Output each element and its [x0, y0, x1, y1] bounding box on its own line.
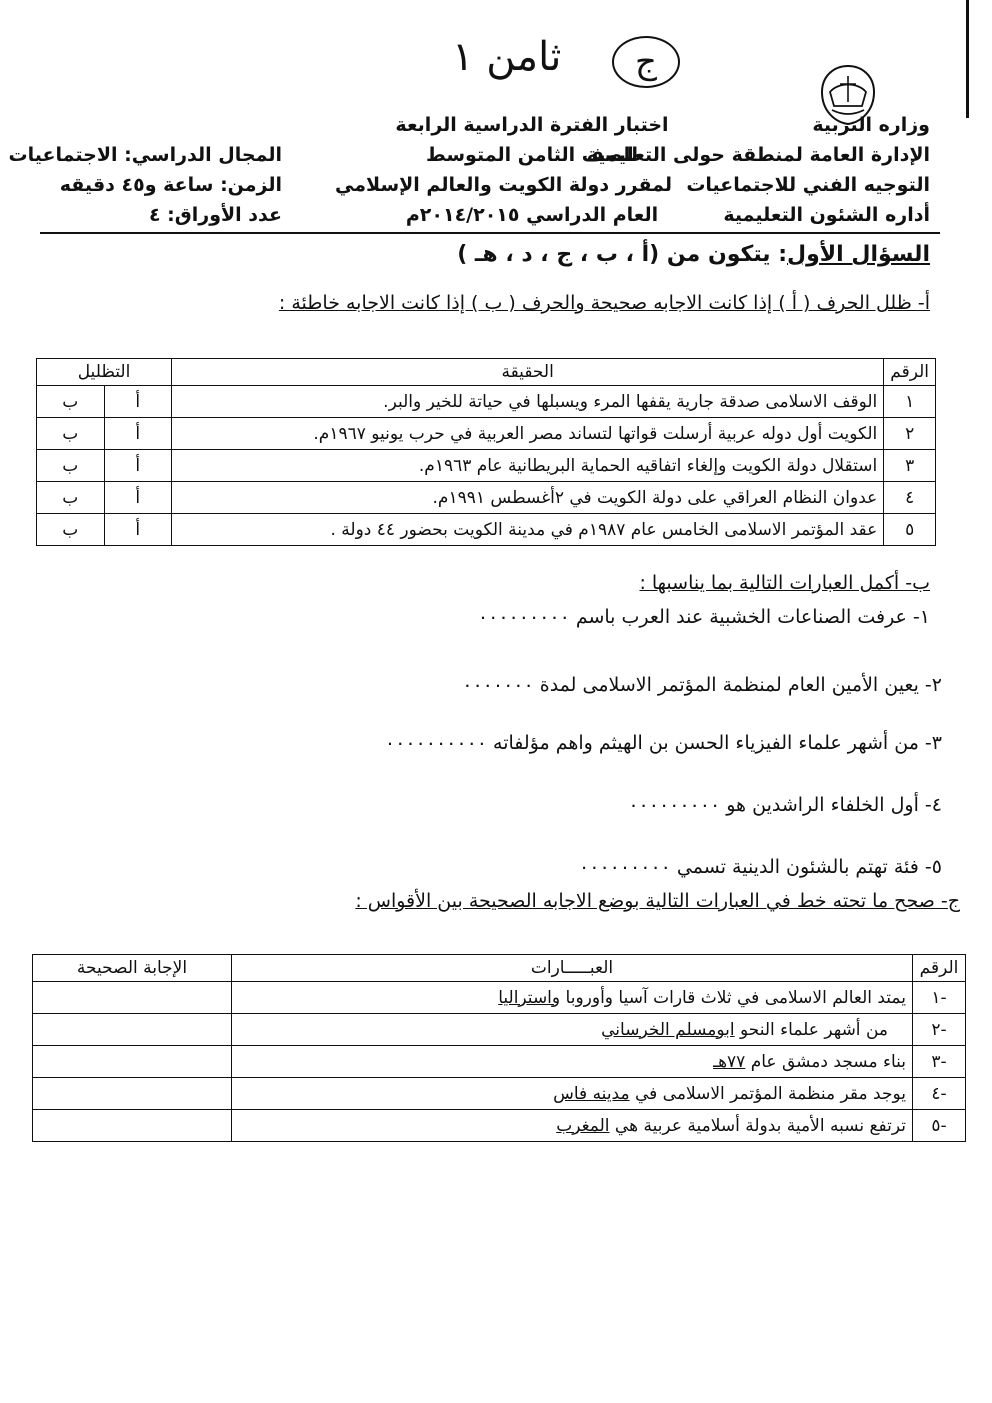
option-a[interactable]: أ [104, 514, 172, 546]
handwritten-label: ثامن ١ [452, 34, 562, 80]
question-1-parts: : يتكون من (أ ، ب ، ج ، د ، هـ ) [457, 242, 788, 267]
row-number: ٤ [884, 482, 936, 514]
table-row [37, 450, 936, 482]
completion-item: ٥- فئة تهتم بالشئون الدينية تسمي ٠٠٠٠٠٠٠٠٠ [579, 856, 942, 878]
header-left [9, 140, 282, 230]
header-affairs: أداره الشئون التعليمية [723, 204, 930, 226]
table-row [37, 514, 936, 546]
answer-cell[interactable] [33, 982, 232, 1014]
answer-cell[interactable] [33, 1078, 232, 1110]
option-b[interactable]: ب [37, 450, 105, 482]
row-number: ١ [884, 386, 936, 418]
statement-plain: يوجد مقر منظمة المؤتمر الاسلامى في [629, 1083, 906, 1104]
row-number: -١ [913, 982, 966, 1014]
part-a-table [36, 358, 936, 546]
header-directorate: الإدارة العامة لمنطقة حولى التعليمية [586, 144, 930, 166]
fact-text: عدوان النظام العراقي على دولة الكويت في ٢أغسطس ١٩٩١م. [172, 482, 884, 514]
row-number: -٥ [913, 1110, 966, 1142]
table-row [37, 482, 936, 514]
exam-grade: للصف الثامن المتوسط [426, 144, 638, 166]
option-b[interactable]: ب [37, 482, 105, 514]
option-b[interactable]: ب [37, 418, 105, 450]
statement-text [232, 1110, 913, 1142]
col-fact-header: الحقيقة [172, 359, 884, 386]
handwritten-circle [612, 36, 680, 88]
header-divider [40, 232, 940, 234]
statement-text [232, 1078, 913, 1110]
row-number: ٢ [884, 418, 936, 450]
part-c-instruction: ج- صحح ما تحته خط في العبارات التالية بوضع الاجابه الصحيحة بين الأقواس : [355, 890, 960, 912]
handwritten-letter: ج [635, 42, 657, 82]
option-a[interactable]: أ [104, 386, 172, 418]
statement-plain: ترتفع نسبه الأمية بدولة أسلامية عربية هي [609, 1115, 906, 1136]
header-supervision: التوجيه الفني للاجتماعيات [686, 174, 930, 196]
exam-subject: المجال الدراسي: الاجتماعيات [8, 144, 282, 166]
statement-plain: يمتد العالم الاسلامى في ثلاث قارات آسيا وأوروبا [560, 987, 906, 1008]
part-c-table [32, 954, 966, 1142]
statement-text [232, 1014, 913, 1046]
exam-title: اختبار الفترة الدراسية الرابعة [395, 114, 669, 136]
option-a[interactable]: أ [104, 482, 172, 514]
row-number: ٥ [884, 514, 936, 546]
exam-time: الزمن: ساعة و٤٥ دقيقه [59, 174, 282, 196]
row-number: -٤ [913, 1078, 966, 1110]
fact-text: عقد المؤتمر الاسلامى الخامس عام ١٩٨٧م في مدينة الكويت بحضور ٤٤ دولة . [172, 514, 884, 546]
statement-underlined: واستراليا [498, 987, 561, 1008]
statement-underlined: ابومسلم الخرساني [601, 1019, 735, 1040]
statement-underlined: مدينه فاس [553, 1083, 630, 1104]
table-row [33, 1110, 966, 1142]
fact-text: الوقف الاسلامى صدقة جارية يقفها المرء ويسبلها في حياتة للخير والبر. [172, 386, 884, 418]
question-1-title [457, 242, 930, 267]
col-shade-header: التظليل [37, 359, 172, 386]
col-num-header: الرقم [913, 955, 966, 982]
statement-plain: من أشهر علماء النحو [734, 1019, 888, 1040]
answer-cell[interactable] [33, 1014, 232, 1046]
option-b[interactable]: ب [37, 386, 105, 418]
scan-edge-line [966, 0, 969, 118]
statement-plain: بناء مسجد دمشق عام [745, 1051, 906, 1072]
completion-item: ١- عرفت الصناعات الخشبية عند العرب باسم ٠٠٠٠٠٠٠٠٠ [477, 606, 930, 628]
table-row [33, 1046, 966, 1078]
part-b-instruction: ب- أكمل العبارات التالية بما يناسبها : [639, 572, 930, 594]
statement-underlined: المغرب [556, 1115, 610, 1136]
fact-text: الكويت أول دوله عربية أرسلت قواتها لتساند مصر العربية في حرب يونيو ١٩٦٧م. [172, 418, 884, 450]
answer-cell[interactable] [33, 1110, 232, 1142]
completion-item: ٤- أول الخلفاء الراشدين هو ٠٠٠٠٠٠٠٠٠ [628, 794, 942, 816]
row-number: -٣ [913, 1046, 966, 1078]
answer-cell[interactable] [33, 1046, 232, 1078]
option-a[interactable]: أ [104, 450, 172, 482]
statement-text [232, 1046, 913, 1078]
row-number: -٢ [913, 1014, 966, 1046]
col-statements-header: العبـــــارات [232, 955, 913, 982]
table-row [33, 1014, 966, 1046]
option-a[interactable]: أ [104, 418, 172, 450]
completion-item: ٢- يعين الأمين العام لمنظمة المؤتمر الاسلامى لمدة ٠٠٠٠٠٠٠ [462, 674, 942, 696]
col-num-header: الرقم [884, 359, 936, 386]
option-b[interactable]: ب [37, 514, 105, 546]
col-answer-header: الإجابة الصحيحة [33, 955, 232, 982]
part-a-instruction: أ- ظلل الحرف ( أ ) إذا كانت الاجابه صحيحة والحرف ( ب ) إذا كانت الاجابه خاطئة : [278, 292, 930, 314]
completion-item: ٣- من أشهر علماء الفيزياء الحسن بن الهيثم واهم مؤلفاته ٠٠٠٠٠٠٠٠٠٠ [384, 732, 942, 754]
exam-course: لمقرر دولة الكويت والعالم الإسلامي [335, 174, 672, 196]
header-ministry: وزاره التربية [812, 114, 930, 136]
header-center [335, 110, 672, 230]
exam-year: العام الدراسي ٢٠١٤/٢٠١٥م [405, 204, 659, 226]
fact-text: استقلال دولة الكويت وإلغاء اتفاقيه الحماية البريطانية عام ١٩٦٣م. [172, 450, 884, 482]
table-row [37, 418, 936, 450]
statement-underlined: ٧٧هـ [713, 1051, 746, 1072]
statement-text [232, 982, 913, 1014]
row-number: ٣ [884, 450, 936, 482]
question-1-label: السؤال الأول [787, 242, 930, 267]
table-row [33, 1078, 966, 1110]
table-row [37, 386, 936, 418]
exam-pages: عدد الأوراق: ٤ [148, 204, 282, 226]
table-row [33, 982, 966, 1014]
